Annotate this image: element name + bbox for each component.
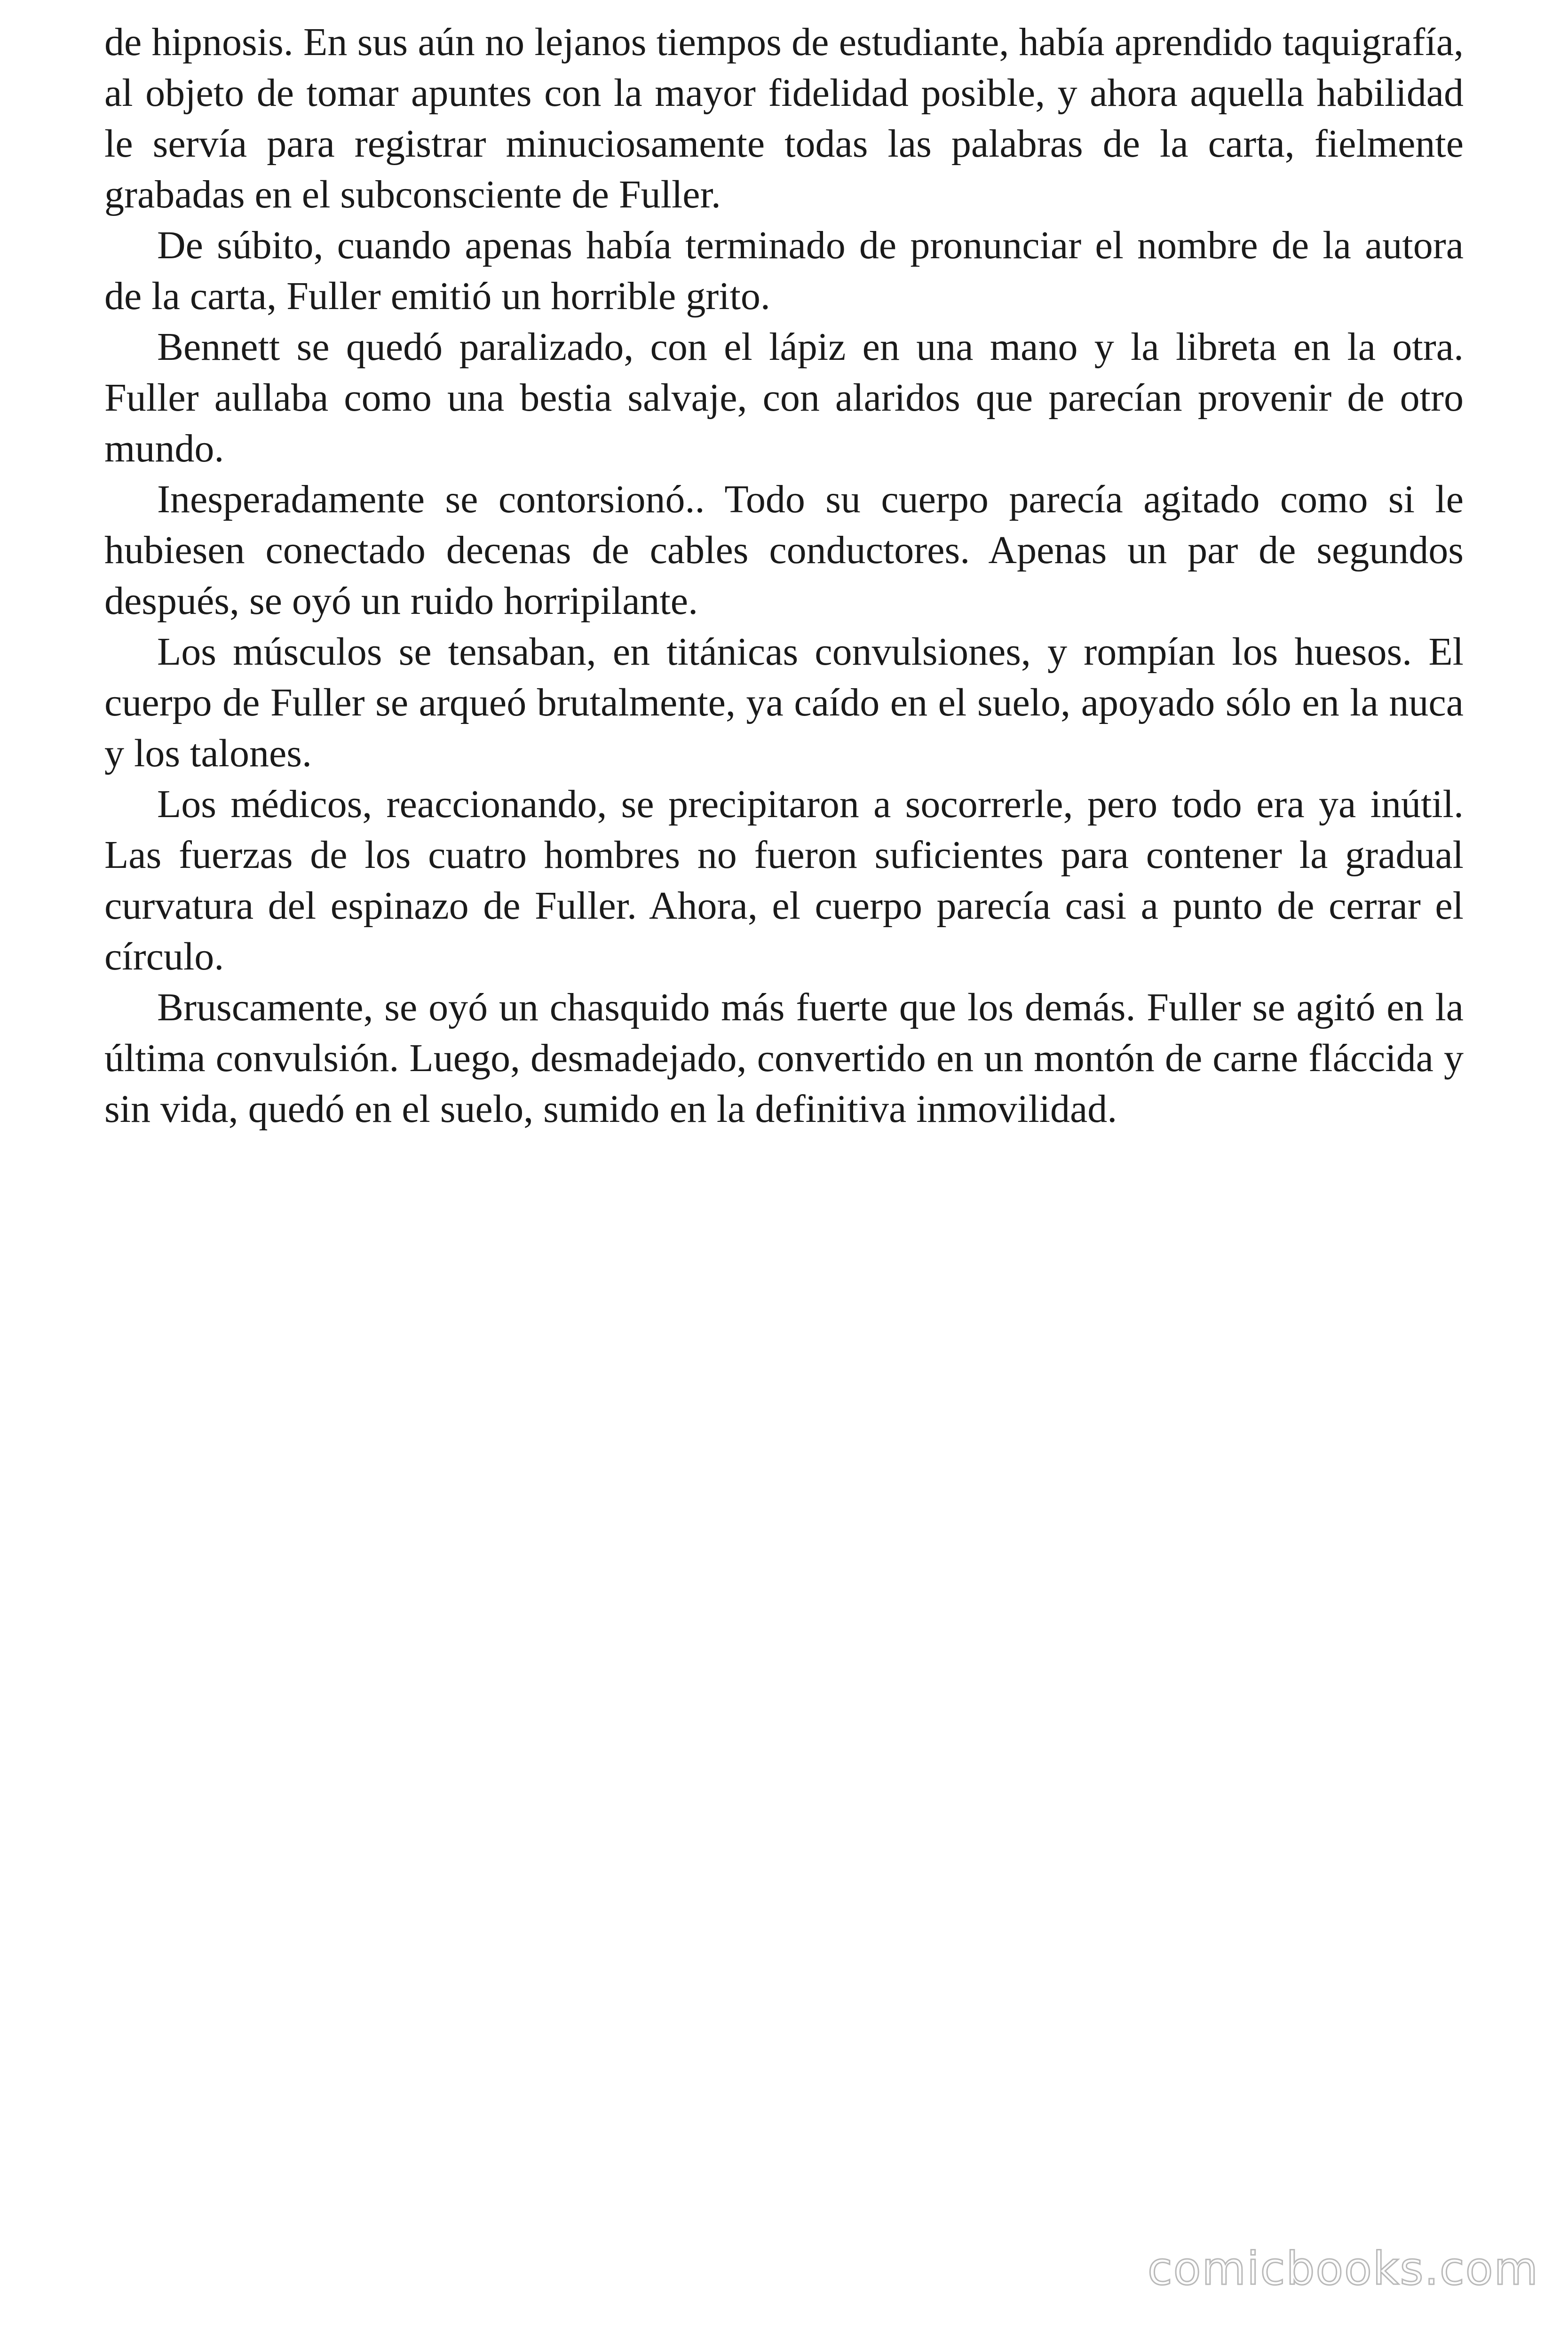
page-body — [104, 17, 1464, 1135]
paragraph-4: Inesperadamente se contorsionó.. Todo su cuerpo parecía agitado como si le hubiesen conectado decenas de cables conductores. Apenas un par de segundos después, se oyó un ruido horripilante. — [104, 477, 1464, 623]
paragraph-7: Bruscamente, se oyó un chasquido más fuerte que los demás. Fuller se agitó en la última convulsión. Luego, desmadejado, convertido en un montón de carne fláccida y sin vida, quedó en el suelo, sumido en la definitiva inmovilidad. — [104, 985, 1464, 1131]
paragraph-6: Los médicos, reaccionando, se precipitaron a socorrerle, pero todo era ya inútil. Las fuerzas de los cuatro hombres no fueron suficientes para contener la gradual curvatura del espinazo de Fuller. Ahora, el cuerpo parecía casi a punto de cerrar el círculo. — [104, 782, 1464, 978]
paragraph-2: De súbito, cuando apenas había terminado de pronunciar el nombre de la autora de la carta, Fuller emitió un horrible grito. — [104, 223, 1464, 318]
paragraph-5: Los músculos se tensaban, en titánicas convulsiones, y rompían los huesos. El cuerpo de Fuller se arqueó brutalmente, ya caído en el suelo, apoyado sólo en la nuca y los talones. — [104, 630, 1464, 775]
paragraph-1: de hipnosis. En sus aún no lejanos tiempos de estudiante, había aprendido taquigrafía, al objeto de tomar apuntes con la mayor fidelidad posible, y ahora aquella habilidad le servía para registrar minuciosamente todas las palabras de la carta, fielmente grabadas en el subconsciente de Fuller. — [104, 20, 1464, 216]
paragraph-3: Bennett se quedó paralizado, con el lápiz en una mano y la libreta en la otra. Fuller aullaba como una bestia salvaje, con alaridos que parecían provenir de otro mundo. — [104, 325, 1464, 470]
watermark: comicbooks.com — [1147, 2242, 1539, 2295]
